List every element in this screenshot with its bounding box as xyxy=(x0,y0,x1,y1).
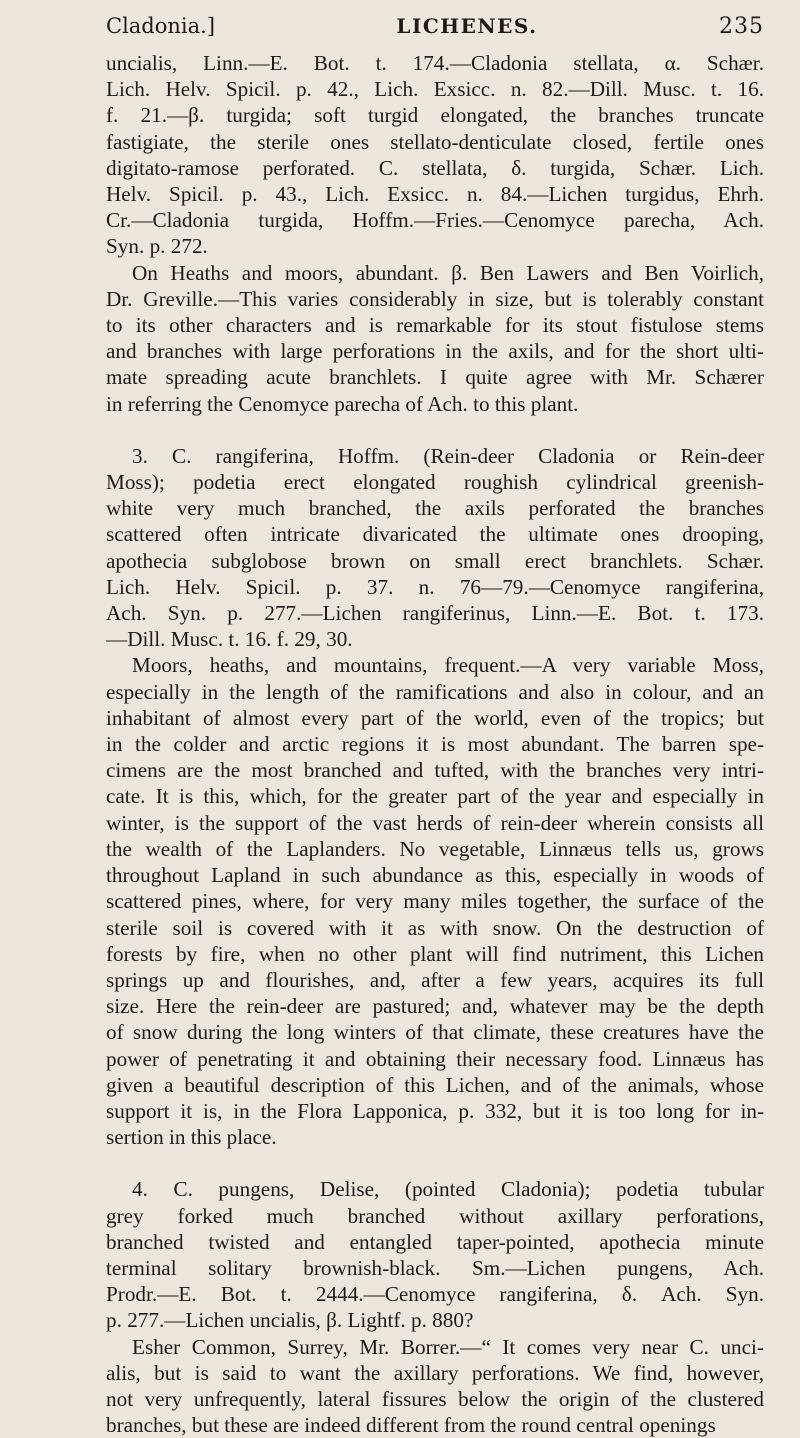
text-line: mate spreading acute branchlets. I quite agree with Mr. Schærer xyxy=(106,365,764,390)
text-line: white very much branched, the axils perforated the branches xyxy=(106,496,764,521)
text-line: —Dill. Musc. t. 16. f. 29, 30. xyxy=(106,627,353,652)
text-line: springs up and flourishes, and, after a few years, acquires its full xyxy=(106,967,764,992)
text-line: sertion in this place. xyxy=(106,1125,277,1150)
text-line: Moss); podetia erect elongated roughish cylindrical greenish- xyxy=(106,470,764,495)
running-header xyxy=(106,14,764,50)
text-line: Lich. Helv. Spicil. p. 37. n. 76—79.—Cenomyce rangiferina, xyxy=(106,574,764,599)
text-line: given a beautiful description of this Lichen, and of the animals, whose xyxy=(106,1072,764,1097)
text-line: throughout Lapland in such abundance as this, especially in woods of xyxy=(106,863,764,888)
text-line: Cr.—Cladonia turgida, Hoffm.—Fries.—Cenomyce parecha, Ach. xyxy=(106,208,764,233)
text-line: Esher Common, Surrey, Mr. Borrer.—“ It comes very near C. unci- xyxy=(132,1334,764,1359)
text-line: digitato-ramose perforated. C. stellata, δ. turgida, Schær. Lich. xyxy=(106,155,764,180)
text-line: cate. It is this, which, for the greater part of the year and especially in xyxy=(106,784,764,809)
text-line: and branches with large perforations in the axils, and for the short ulti- xyxy=(106,339,764,364)
text-line: scattered often intricate divaricated the ultimate ones drooping, xyxy=(106,522,764,547)
text-line: Helv. Spicil. p. 43., Lich. Exsicc. n. 84.—Lichen turgidus, Ehrh. xyxy=(106,182,764,207)
body-text xyxy=(106,50,764,1438)
text-line: f. 21.—β. turgida; soft turgid elongated, the branches truncate xyxy=(106,103,764,128)
text-line: winter, is the support of the vast herds of rein-deer wherein consists all xyxy=(106,810,764,835)
running-head-title: LICHENES. xyxy=(396,14,538,38)
text-line: forests by fire, when no other plant will find nutriment, this Lichen xyxy=(106,941,764,966)
entry-block-3 xyxy=(106,1176,764,1438)
text-line: in the colder and arctic regions it is most abundant. The barren spe- xyxy=(106,732,764,757)
text-line: size. Here the rein-deer are pastured; and, whatever may be the depth xyxy=(106,994,764,1019)
text-line: not very unfrequently, lateral fissures below the origin of the clustered xyxy=(106,1386,764,1411)
page-number: 235 xyxy=(718,14,764,39)
text-line: fastigiate, the sterile ones stellato-denticulate closed, fertile ones xyxy=(106,129,764,154)
entry-block-1 xyxy=(106,50,764,417)
text-line: inhabitant of almost every part of the world, even of the tropics; but xyxy=(106,705,764,730)
running-head-section: Cladonia.] xyxy=(106,14,216,38)
text-line: Dr. Greville.—This varies considerably in size, but is tolerably constant xyxy=(106,286,764,311)
entry-block-2 xyxy=(106,443,764,1150)
text-line: sterile soil is covered with it as with snow. On the destruction of xyxy=(106,915,764,940)
text-line: terminal solitary brownish-black. Sm.—Lichen pungens, Ach. xyxy=(106,1255,764,1280)
text-line: to its other characters and is remarkable for its stout fistulose stems xyxy=(106,313,764,338)
text-line: 4. C. pungens, Delise, (pointed Cladonia); podetia tubular xyxy=(132,1177,764,1202)
text-line: support it is, in the Flora Lapponica, p. 332, but it is too long for in- xyxy=(106,1098,764,1123)
text-line: apothecia subglobose brown on small erect branchlets. Schær. xyxy=(106,548,764,573)
text-line: power of penetrating it and obtaining their necessary food. Linnæus has xyxy=(106,1046,764,1071)
text-line: Prodr.—E. Bot. t. 2444.—Cenomyce rangiferina, δ. Ach. Syn. xyxy=(106,1282,764,1307)
text-line: branches, but these are indeed different from the round central openings xyxy=(106,1413,716,1438)
text-line: Lich. Helv. Spicil. p. 42., Lich. Exsicc. n. 82.—Dill. Musc. t. 16. xyxy=(106,77,764,102)
text-line: cimens are the most branched and tufted, with the branches very intri- xyxy=(106,758,764,783)
text-line: On Heaths and moors, abundant. β. Ben Lawers and Ben Voirlich, xyxy=(132,260,764,285)
text-line: scattered pines, where, for very many miles together, the surface of the xyxy=(106,889,764,914)
text-line: alis, but is said to want the axillary perforations. We find, however, xyxy=(106,1360,764,1385)
text-line: especially in the length of the ramifications and also in colour, and an xyxy=(106,679,764,704)
text-line: Moors, heaths, and mountains, frequent.—A very variable Moss, xyxy=(132,653,764,678)
text-line: in referring the Cenomyce parecha of Ach. to this plant. xyxy=(106,391,579,416)
text-line: the wealth of the Laplanders. No vegetable, Linnæus tells us, grows xyxy=(106,836,764,861)
text-line: p. 277.—Lichen uncialis, β. Lightf. p. 880? xyxy=(106,1308,474,1333)
text-line: branched twisted and entangled taper-pointed, apothecia minute xyxy=(106,1229,764,1254)
text-line: uncialis, Linn.—E. Bot. t. 174.—Cladonia stellata, α. Schær. xyxy=(106,51,764,75)
text-line: Ach. Syn. p. 277.—Lichen rangiferinus, Linn.—E. Bot. t. 173. xyxy=(106,601,764,626)
text-line: grey forked much branched without axillary perforations, xyxy=(106,1203,764,1228)
text-line: 3. C. rangiferina, Hoffm. (Rein-deer Cladonia or Rein-deer xyxy=(132,443,764,468)
text-line: Syn. p. 272. xyxy=(106,234,208,259)
text-line: of snow during the long winters of that climate, these creatures have the xyxy=(106,1020,764,1045)
